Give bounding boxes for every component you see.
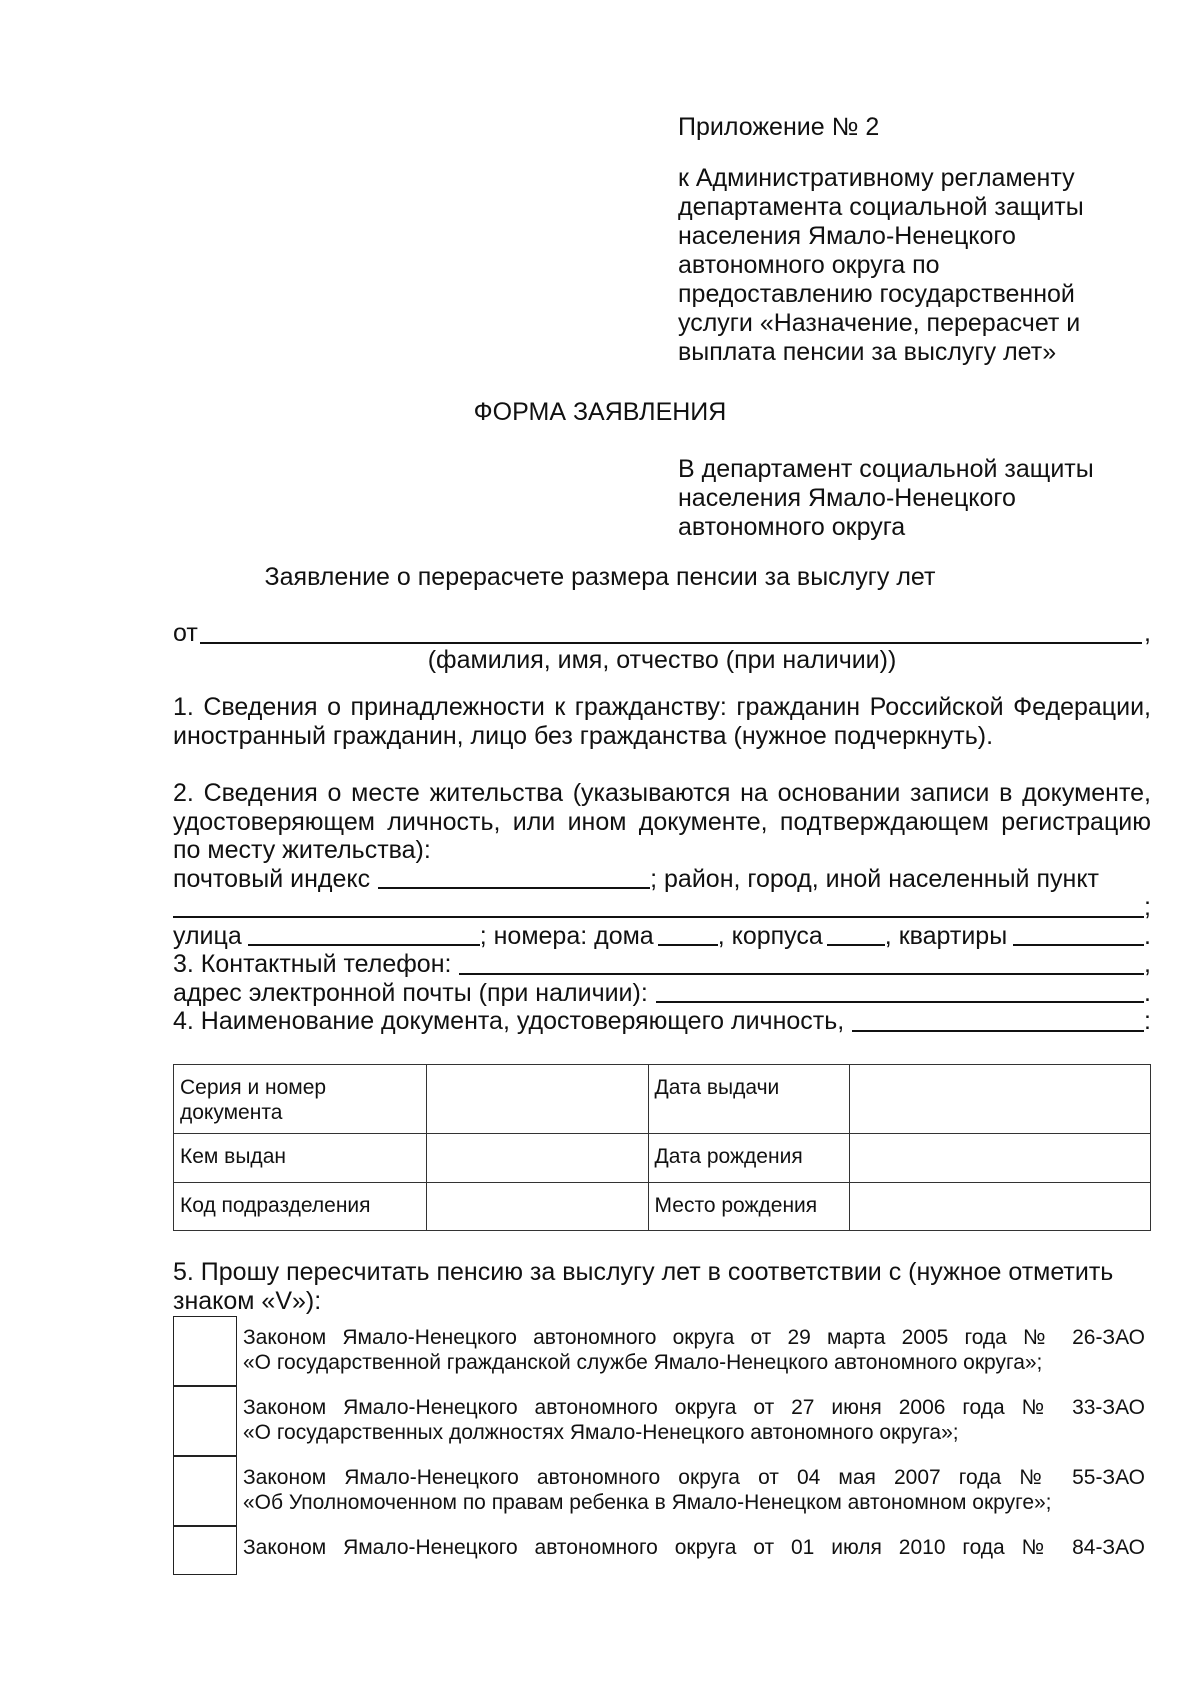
full-name-caption: (фамилия, имя, отчество (при наличии)) [427, 646, 897, 674]
series-number-cell[interactable] [426, 1065, 648, 1134]
recalculation-request: 5. Прошу пересчитать пенсию за выслугу лет в соответствии с (нужное отметить знаком «V»): [173, 1258, 1114, 1315]
law-checklist [173, 1316, 1151, 1596]
appendix-line: департамента социальной защиты [678, 193, 1084, 221]
locality-row [173, 893, 1151, 922]
apartment-period: . [1144, 921, 1151, 950]
house-field[interactable] [658, 922, 718, 946]
law-title: «О государственной гражданской службе Ямало-Ненецкого автономного округа»; [243, 1351, 1043, 1374]
appendix-line: предоставлению государственной [678, 280, 1075, 308]
law-line: Законом Ямало-Ненецкого автономного округа от 29 марта 2005 года № 26-ЗАО [243, 1326, 1145, 1349]
phone-comma: , [1144, 950, 1151, 978]
law-option [173, 1316, 1151, 1386]
law-option [173, 1526, 1151, 1596]
street-field[interactable] [248, 922, 480, 946]
phone-field[interactable] [459, 951, 1144, 975]
law-title: «О государственных должностях Ямало-Ненецкого автономного округа»; [243, 1421, 959, 1444]
residence-paragraph: 2. Сведения о месте жительства (указываются на основании записи в документе, удостоверяющем личность, или ином документе, подтверждающем регистрацию по месту жительства): [173, 779, 1151, 864]
appendix-regulation [678, 164, 1138, 367]
division-code-cell[interactable] [426, 1183, 648, 1231]
law-line: Законом Ямало-Ненецкого автономного округа от 01 июля 2010 года № 84-ЗАО [243, 1536, 1145, 1559]
apartment-label: , квартиры [884, 921, 1008, 950]
building-field[interactable] [827, 922, 885, 946]
table-row [174, 1065, 1151, 1134]
email-period: . [1144, 978, 1151, 1007]
table-label-cell: Серия и номер документа [174, 1065, 427, 1134]
issue-date-cell[interactable] [850, 1065, 1151, 1134]
house-label: ; номера: дома [479, 921, 654, 950]
birth-place-cell[interactable] [850, 1183, 1151, 1231]
id-document-row [173, 1007, 1151, 1036]
id-document-table [173, 1064, 1151, 1231]
law-title: «Об Уполномоченном по правам ребенка в Ямало-Ненецком автономном округе»; [243, 1491, 1052, 1514]
email-label: адрес электронной почты (при наличии): [173, 978, 648, 1007]
law-checkbox[interactable] [173, 1316, 237, 1386]
from-prefix: от [173, 619, 198, 647]
postal-code-field[interactable] [378, 865, 650, 889]
email-row [173, 979, 1151, 1008]
law-text [243, 1325, 1145, 1375]
table-label-cell: Код подразделения [174, 1183, 427, 1231]
addressee-line: населения Ямало-Ненецкого [678, 484, 1016, 512]
application-title: Заявление о перерасчете размера пенсии за выслугу лет [264, 563, 936, 591]
locality-label: ; район, город, иной населенный пункт [650, 864, 1099, 893]
postal-row [173, 865, 1151, 894]
law-line: Законом Ямало-Ненецкого автономного округа от 27 июня 2006 года № 33-ЗАО [243, 1396, 1145, 1419]
citizenship-paragraph: 1. Сведения о принадлежности к гражданству: гражданин Российской Федерации, иностранный гражданин, лицо без гражданства (нужное подчеркнуть). [173, 693, 1151, 750]
building-label: , корпуса [717, 921, 823, 950]
law-text [243, 1395, 1145, 1445]
appendix-line: услуги «Назначение, перерасчет и [678, 309, 1081, 337]
appendix-line: выплата пенсии за выслугу лет» [678, 338, 1057, 366]
form-heading: ФОРМА ЗАЯВЛЕНИЯ [473, 398, 727, 426]
appendix-line: автономного округа по [678, 251, 940, 279]
law-option [173, 1386, 1151, 1456]
appendix-block [678, 113, 1138, 367]
law-line: Законом Ямало-Ненецкого автономного округа от 04 мая 2007 года № 55-ЗАО [243, 1466, 1145, 1489]
addressee-block [678, 455, 1138, 542]
table-label-cell: Место рождения [648, 1183, 850, 1231]
phone-label: 3. Контактный телефон: [173, 950, 452, 978]
locality-field[interactable] [173, 894, 1144, 918]
birth-date-cell[interactable] [850, 1134, 1151, 1183]
full-name-field[interactable] [200, 618, 1142, 644]
from-line [173, 618, 1151, 648]
email-field[interactable] [656, 979, 1144, 1003]
law-text [243, 1465, 1145, 1515]
law-option [173, 1456, 1151, 1526]
issued-by-cell[interactable] [426, 1134, 648, 1183]
table-label-cell: Дата рождения [648, 1134, 850, 1183]
appendix-title: Приложение № 2 [678, 113, 880, 141]
phone-row [173, 950, 1151, 979]
law-checkbox[interactable] [173, 1526, 237, 1575]
from-suffix: , [1144, 619, 1151, 647]
law-text [243, 1535, 1145, 1560]
postal-label: почтовый индекс [173, 864, 371, 893]
law-checkbox[interactable] [173, 1456, 237, 1526]
addressee-line: В департамент социальной защиты [678, 455, 1094, 483]
street-row [173, 922, 1151, 951]
locality-line-end: ; [1144, 893, 1151, 921]
appendix-line: к Административному регламенту [678, 164, 1075, 192]
street-label: улица [173, 921, 242, 950]
table-row [174, 1134, 1151, 1183]
table-label-cell: Дата выдачи [648, 1065, 850, 1134]
id-document-field[interactable] [852, 1008, 1144, 1032]
table-label-cell: Кем выдан [174, 1134, 427, 1183]
addressee-line: автономного округа [678, 513, 906, 541]
id-document-label: 4. Наименование документа, удостоверяющего личность, [173, 1007, 845, 1035]
id-document-colon: : [1144, 1007, 1151, 1035]
apartment-field[interactable] [1013, 922, 1144, 946]
residence-section [173, 779, 1151, 1036]
appendix-line: населения Ямало-Ненецкого [678, 222, 1016, 250]
law-checkbox[interactable] [173, 1386, 237, 1456]
table-row [174, 1183, 1151, 1231]
